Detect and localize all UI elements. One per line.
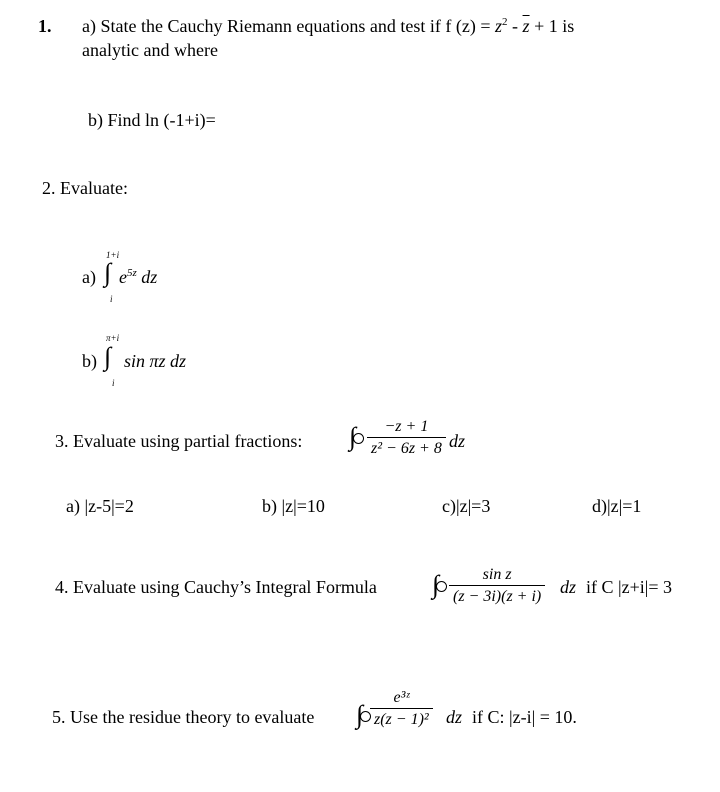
fraction-denominator: z(z − 1)² <box>370 708 433 728</box>
question-3-fraction <box>367 419 446 457</box>
question-1b: b) Find ln (-1+i)= <box>88 110 216 130</box>
question-1a-tail: + 1 is <box>534 16 575 36</box>
integral-lower-limit: i <box>110 294 113 304</box>
integral-lower-limit: i <box>112 378 115 388</box>
z-conjugate: $\overline{z}$ <box>522 16 530 36</box>
question-1a-label: a) <box>82 16 96 36</box>
question-1a-text: State the Cauchy Riemann equations and test if f (z) = <box>100 16 491 36</box>
question-5-fraction <box>370 690 433 728</box>
fraction-denominator: z² − 6z + 8 <box>367 437 446 457</box>
question-3-text: 3. Evaluate using partial fractions: <box>55 431 303 451</box>
question-4-fraction <box>449 567 545 605</box>
option-c: c)|z|=3 <box>442 496 491 516</box>
fraction-numerator: sin z <box>482 566 512 583</box>
question-5-text: 5. Use the residue theory to evaluate <box>52 707 315 727</box>
question-2b-label: b) <box>82 351 97 371</box>
integral-upper-limit: π+i <box>106 333 120 343</box>
contour-integral-icon: ∫ <box>356 702 363 728</box>
differential-dz: dz <box>446 707 463 727</box>
z-squared-exponent: 2 <box>502 16 508 28</box>
fraction-numerator: −z + 1 <box>384 418 429 435</box>
option-b: b) |z|=10 <box>262 496 325 516</box>
minus-sign: - <box>512 16 519 36</box>
question-5-condition: if C: |z-i| = 10. <box>472 707 577 727</box>
question-1a-line <box>82 17 574 35</box>
question-2a-label: a) <box>82 267 96 287</box>
question-4-text: 4. Evaluate using Cauchy’s Integral Formula <box>55 577 377 597</box>
question-1-number: 1. <box>38 16 52 36</box>
fraction-denominator: (z − 3i)(z + i) <box>449 585 545 605</box>
option-d: d)|z|=1 <box>592 496 642 516</box>
integral-sign-icon: ∫ <box>104 258 112 287</box>
question-2a-integrand <box>119 268 157 286</box>
contour-integral-icon: ∫ <box>432 572 439 598</box>
contour-integral-icon: ∫ <box>349 424 356 450</box>
option-a: a) |z-5|=2 <box>66 496 134 516</box>
question-4-condition: if C |z+i|= 3 <box>586 577 673 597</box>
question-2-title: 2. Evaluate: <box>42 178 128 198</box>
integral-upper-limit: 1+i <box>106 250 120 260</box>
integrand-base: e <box>119 267 127 287</box>
differential-dz: dz <box>449 431 466 451</box>
differential-dz: dz <box>560 577 577 597</box>
z-squared-base: z <box>495 16 503 36</box>
question-1a-continuation: analytic and where <box>82 40 218 60</box>
question-2b-integrand: sin πz dz <box>124 351 187 371</box>
integral-sign-icon: ∫ <box>104 342 112 371</box>
fraction-numerator: e³ᶻ <box>393 689 410 706</box>
integrand-exponent: 5z <box>127 267 137 279</box>
differential-dz: dz <box>141 267 158 287</box>
